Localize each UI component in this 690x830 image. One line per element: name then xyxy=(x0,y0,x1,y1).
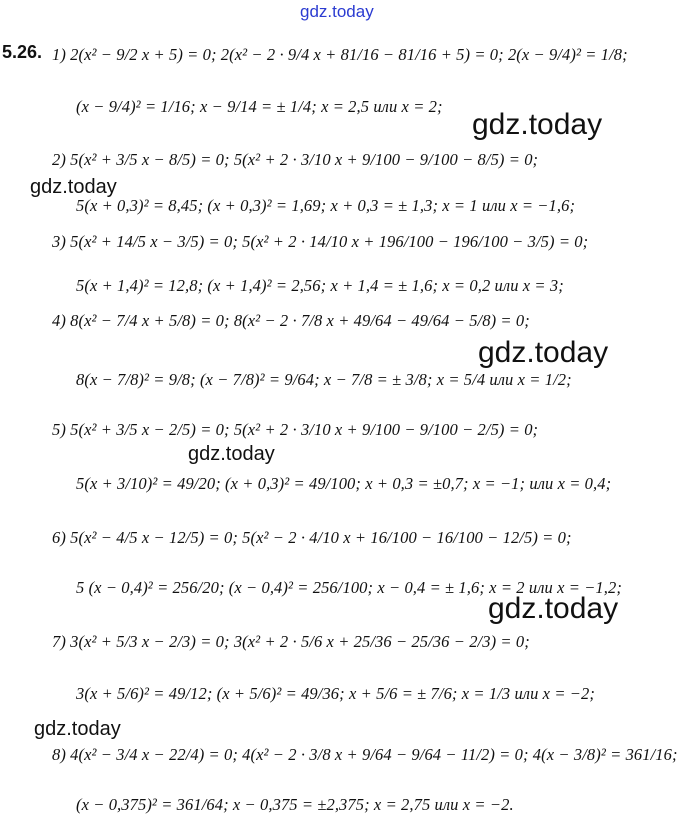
problem-number: 5.26. xyxy=(2,42,43,62)
solution-line-3: 2) 5(x² + 3/5 x − 8/5) = 0; 5(x² + 2 · 3/10 x + 9/100 − 9/100 − 8/5) = 0; xyxy=(52,150,539,169)
solution-line-8: 8(x − 7/8)² = 9/8; (x − 7/8)² = 9/64; x − 7/8 = ± 3/8; x = 5/4 или x = 1/2; xyxy=(76,370,572,389)
watermark: gdz.today xyxy=(34,718,121,740)
solution-line-10: 5(x + 3/10)² = 49/20; (x + 0,3)² = 49/100; x + 0,3 = ±0,7; x = −1; или x = 0,4; xyxy=(76,474,612,493)
watermark-top: gdz.today xyxy=(300,2,374,21)
solution-line-12: 5 (x − 0,4)² = 256/20; (x − 0,4)² = 256/100; x − 0,4 = ± 1,6; x = 2 или x = −1,2; xyxy=(76,578,622,597)
solution-line-5: 3) 5(x² + 14/5 x − 3/5) = 0; 5(x² + 2 · 14/10 x + 196/100 − 196/100 − 3/5) = 0; xyxy=(52,232,589,251)
solution-line-2: (x − 9/4)² = 1/16; x − 9/14 = ± 1/4; x = 2,5 или x = 2; xyxy=(76,97,443,116)
solution-line-11: 6) 5(x² − 4/5 x − 12/5) = 0; 5(x² − 2 · 4/10 x + 16/100 − 16/100 − 12/5) = 0; xyxy=(52,528,572,547)
solution-line-15: 8) 4(x² − 3/4 x − 22/4) = 0; 4(x² − 2 · 3/8 x + 9/64 − 9/64 − 11/2) = 0; 4(x − 3/8)² = 361/16; xyxy=(52,745,678,764)
watermark: gdz.today xyxy=(188,443,275,465)
solution-line-13: 7) 3(x² + 5/3 x − 2/3) = 0; 3(x² + 2 · 5/6 x + 25/36 − 25/36 − 2/3) = 0; xyxy=(52,632,530,651)
solution-line-1: 1) 2(x² − 9/2 x + 5) = 0; 2(x² − 2 · 9/4 x + 81/16 − 81/16 + 5) = 0; 2(x − 9/4)² = 1/8; xyxy=(52,45,628,64)
watermark: gdz.today xyxy=(472,108,603,141)
solution-line-14: 3(x + 5/6)² = 49/12; (x + 5/6)² = 49/36; x + 5/6 = ± 7/6; x = 1/3 или x = −2; xyxy=(76,684,595,703)
solution-line-9: 5) 5(x² + 3/5 x − 2/5) = 0; 5(x² + 2 · 3/10 x + 9/100 − 9/100 − 2/5) = 0; xyxy=(52,420,539,439)
watermark: gdz.today xyxy=(478,336,609,369)
watermark: gdz.today xyxy=(488,592,619,625)
solution-line-4: 5(x + 0,3)² = 8,45; (x + 0,3)² = 1,69; x + 0,3 = ± 1,3; x = 1 или x = −1,6; xyxy=(76,196,576,215)
solution-line-7: 4) 8(x² − 7/4 x + 5/8) = 0; 8(x² − 2 · 7/8 x + 49/64 − 49/64 − 5/8) = 0; xyxy=(52,311,530,330)
solution-line-16: (x − 0,375)² = 361/64; x − 0,375 = ±2,375; x = 2,75 или x = −2. xyxy=(76,795,514,814)
watermark: gdz.today xyxy=(30,176,117,198)
solution-line-6: 5(x + 1,4)² = 12,8; (x + 1,4)² = 2,56; x + 1,4 = ± 1,6; x = 0,2 или x = 3; xyxy=(76,276,564,295)
